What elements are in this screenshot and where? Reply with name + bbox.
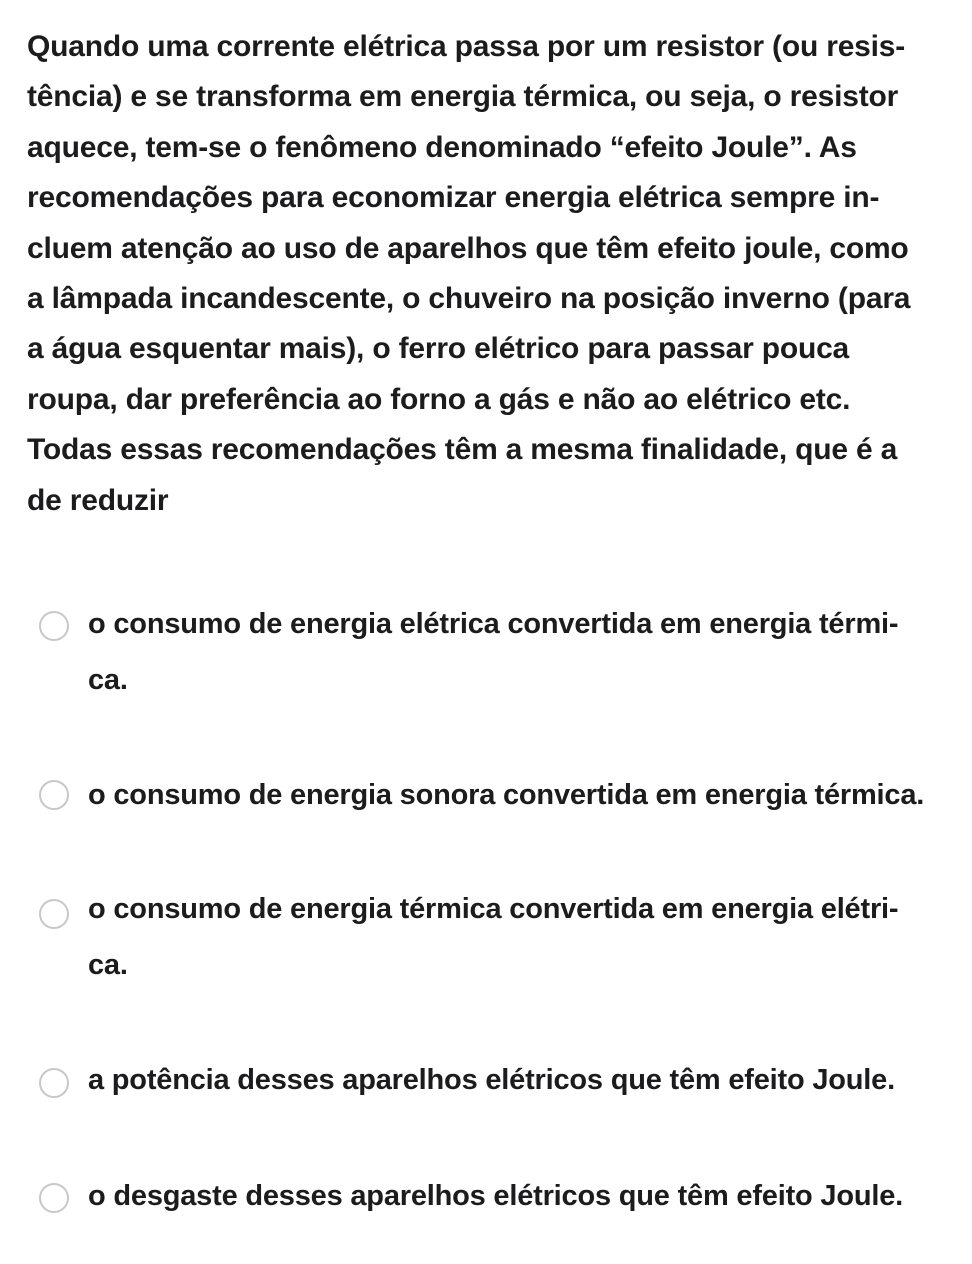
answer-option-3[interactable] <box>0 881 972 993</box>
answer-option-2[interactable] <box>0 767 972 823</box>
answer-option-line: o consumo de energia elétrica convertida em energia térmi- <box>88 608 899 640</box>
answer-option-1[interactable] <box>0 596 972 708</box>
question-line: roupa, dar preferência ao forno a gás e não ao elétrico etc. <box>27 382 851 416</box>
question-line: tência) e se transforma em energia térmica, ou seja, o resistor <box>27 80 899 114</box>
question-text <box>27 22 957 526</box>
answer-option-line: ca. <box>88 664 128 696</box>
question-line: a lâmpada incandescente, o chuveiro na posição inverno (para <box>27 282 911 316</box>
question-line: cluem atenção ao uso de aparelhos que têm efeito joule, como <box>27 231 909 265</box>
answer-option-label <box>88 596 948 708</box>
radio-button-icon[interactable] <box>39 611 69 641</box>
answer-option-label <box>88 1052 948 1108</box>
question-line: a água esquentar mais), o ferro elétrico para passar pouca <box>27 332 850 366</box>
question-line: Todas essas recomendações têm a mesma finalidade, que é a <box>27 433 898 467</box>
radio-button-icon[interactable] <box>39 899 69 929</box>
radio-button-icon[interactable] <box>39 780 69 810</box>
answer-option-line: a potência desses aparelhos elétricos que têm efeito Joule. <box>88 1064 895 1096</box>
answer-option-label <box>88 1168 948 1224</box>
question-line: de reduzir <box>27 483 169 517</box>
answer-option-4[interactable] <box>0 1052 972 1108</box>
answer-option-line: ca. <box>88 949 128 981</box>
radio-button-icon[interactable] <box>39 1183 69 1213</box>
answer-option-label <box>88 767 948 823</box>
answer-option-line: o consumo de energia sonora convertida em energia térmica. <box>88 779 925 811</box>
question-line: Quando uma corrente elétrica passa por um resistor (ou resis- <box>27 30 906 63</box>
answer-option-line: o desgaste desses aparelhos elétricos que têm efeito Joule. <box>88 1180 904 1212</box>
answer-option-5[interactable] <box>0 1168 972 1224</box>
question-line: recomendações para economizar energia elétrica sempre in- <box>27 181 880 215</box>
question-line: aquece, tem-se o fenômeno denominado “efeito Joule”. As <box>27 130 857 164</box>
radio-button-icon[interactable] <box>39 1068 69 1098</box>
answer-option-line: o consumo de energia térmica convertida em energia elétri- <box>88 893 899 925</box>
answer-option-label <box>88 881 948 993</box>
